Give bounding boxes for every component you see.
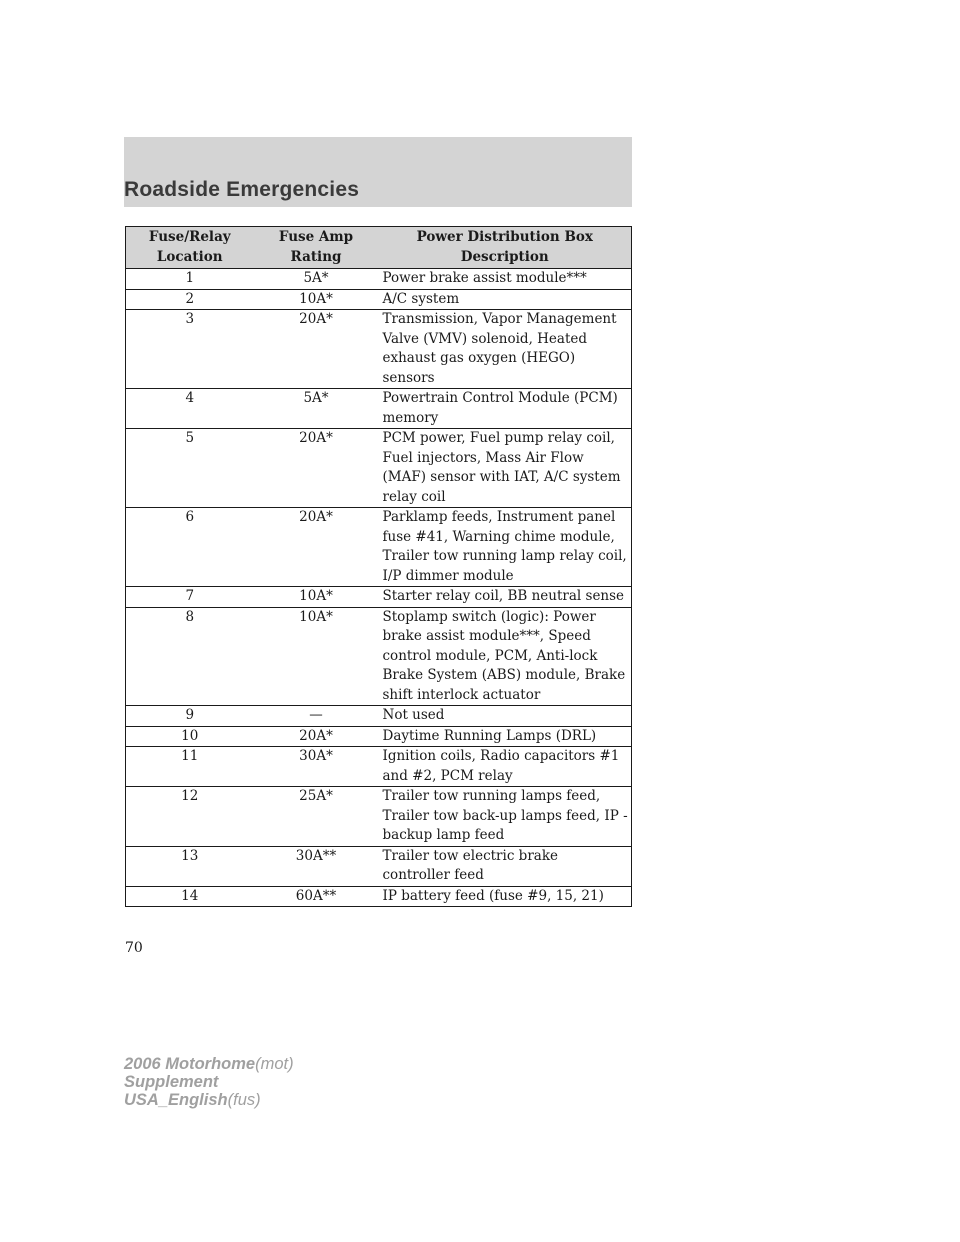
cell-amp: 30A** <box>254 846 379 886</box>
cell-amp: 10A* <box>254 289 379 310</box>
cell-amp: — <box>254 706 379 727</box>
footer-model-code: (mot) <box>255 1055 294 1073</box>
cell-location: 4 <box>126 389 254 429</box>
cell-amp: 10A* <box>254 607 379 706</box>
table-row <box>126 706 632 727</box>
cell-description: Powertrain Control Module (PCM) memory <box>379 389 632 429</box>
cell-amp: 20A* <box>254 508 379 587</box>
cell-amp: 5A* <box>254 269 379 290</box>
table-row <box>126 886 632 907</box>
cell-description: PCM power, Fuel pump relay coil, Fuel injectors, Mass Air Flow (MAF) sensor with IAT, A/C system relay coil <box>379 429 632 508</box>
page-number: 70 <box>125 940 143 956</box>
footer-language-code: (fus) <box>227 1091 261 1109</box>
cell-location: 6 <box>126 508 254 587</box>
table-row <box>126 389 632 429</box>
column-header-description: Power Distribution Box Description <box>379 227 632 269</box>
cell-description: Trailer tow running lamps feed, Trailer tow back-up lamps feed, IP - backup lamp feed <box>379 787 632 847</box>
cell-amp: 10A* <box>254 587 379 608</box>
table-header-row <box>126 227 632 269</box>
document-footer <box>124 1055 294 1109</box>
cell-location: 7 <box>126 587 254 608</box>
footer-line-model <box>124 1055 294 1073</box>
table-row <box>126 508 632 587</box>
cell-amp: 25A* <box>254 787 379 847</box>
cell-description: Daytime Running Lamps (DRL) <box>379 726 632 747</box>
cell-location: 8 <box>126 607 254 706</box>
table-row <box>126 429 632 508</box>
table-row <box>126 787 632 847</box>
cell-location: 13 <box>126 846 254 886</box>
cell-description: A/C system <box>379 289 632 310</box>
cell-description: Ignition coils, Radio capacitors #1 and #2, PCM relay <box>379 747 632 787</box>
cell-location: 2 <box>126 289 254 310</box>
cell-location: 1 <box>126 269 254 290</box>
footer-line-language <box>124 1091 294 1109</box>
cell-location: 5 <box>126 429 254 508</box>
section-title: Roadside Emergencies <box>124 178 360 201</box>
cell-location: 14 <box>126 886 254 907</box>
fuse-table <box>125 226 632 907</box>
table-row <box>126 607 632 706</box>
cell-description: Power brake assist module*** <box>379 269 632 290</box>
table-row <box>126 587 632 608</box>
cell-description: Transmission, Vapor Management Valve (VMV) solenoid, Heated exhaust gas oxygen (HEGO) sensors <box>379 310 632 389</box>
table-row <box>126 747 632 787</box>
cell-location: 12 <box>126 787 254 847</box>
cell-location: 9 <box>126 706 254 727</box>
table-row <box>126 289 632 310</box>
footer-line-doc-type <box>124 1073 294 1091</box>
cell-location: 10 <box>126 726 254 747</box>
cell-description: Parklamp feeds, Instrument panel fuse #41, Warning chime module, Trailer tow running lamp relay coil, I/P dimmer module <box>379 508 632 587</box>
column-header-amp: Fuse Amp Rating <box>254 227 379 269</box>
table-row <box>126 269 632 290</box>
column-header-location: Fuse/Relay Location <box>126 227 254 269</box>
cell-amp: 20A* <box>254 429 379 508</box>
footer-doc-type: Supplement <box>124 1073 219 1091</box>
cell-description: Starter relay coil, BB neutral sense <box>379 587 632 608</box>
table-row <box>126 310 632 389</box>
cell-description: Stoplamp switch (logic): Power brake assist module***, Speed control module, PCM, Anti-lock Brake System (ABS) module, Brake shift interlock actuator <box>379 607 632 706</box>
table-row <box>126 846 632 886</box>
cell-location: 11 <box>126 747 254 787</box>
cell-description: IP battery feed (fuse #9, 15, 21) <box>379 886 632 907</box>
cell-description: Trailer tow electric brake controller feed <box>379 846 632 886</box>
footer-model-name: 2006 Motorhome <box>124 1055 256 1073</box>
cell-amp: 20A* <box>254 726 379 747</box>
cell-amp: 5A* <box>254 389 379 429</box>
cell-location: 3 <box>126 310 254 389</box>
table-row <box>126 726 632 747</box>
cell-amp: 30A* <box>254 747 379 787</box>
footer-language-name: USA_English <box>124 1091 228 1109</box>
cell-description: Not used <box>379 706 632 727</box>
cell-amp: 60A** <box>254 886 379 907</box>
cell-amp: 20A* <box>254 310 379 389</box>
